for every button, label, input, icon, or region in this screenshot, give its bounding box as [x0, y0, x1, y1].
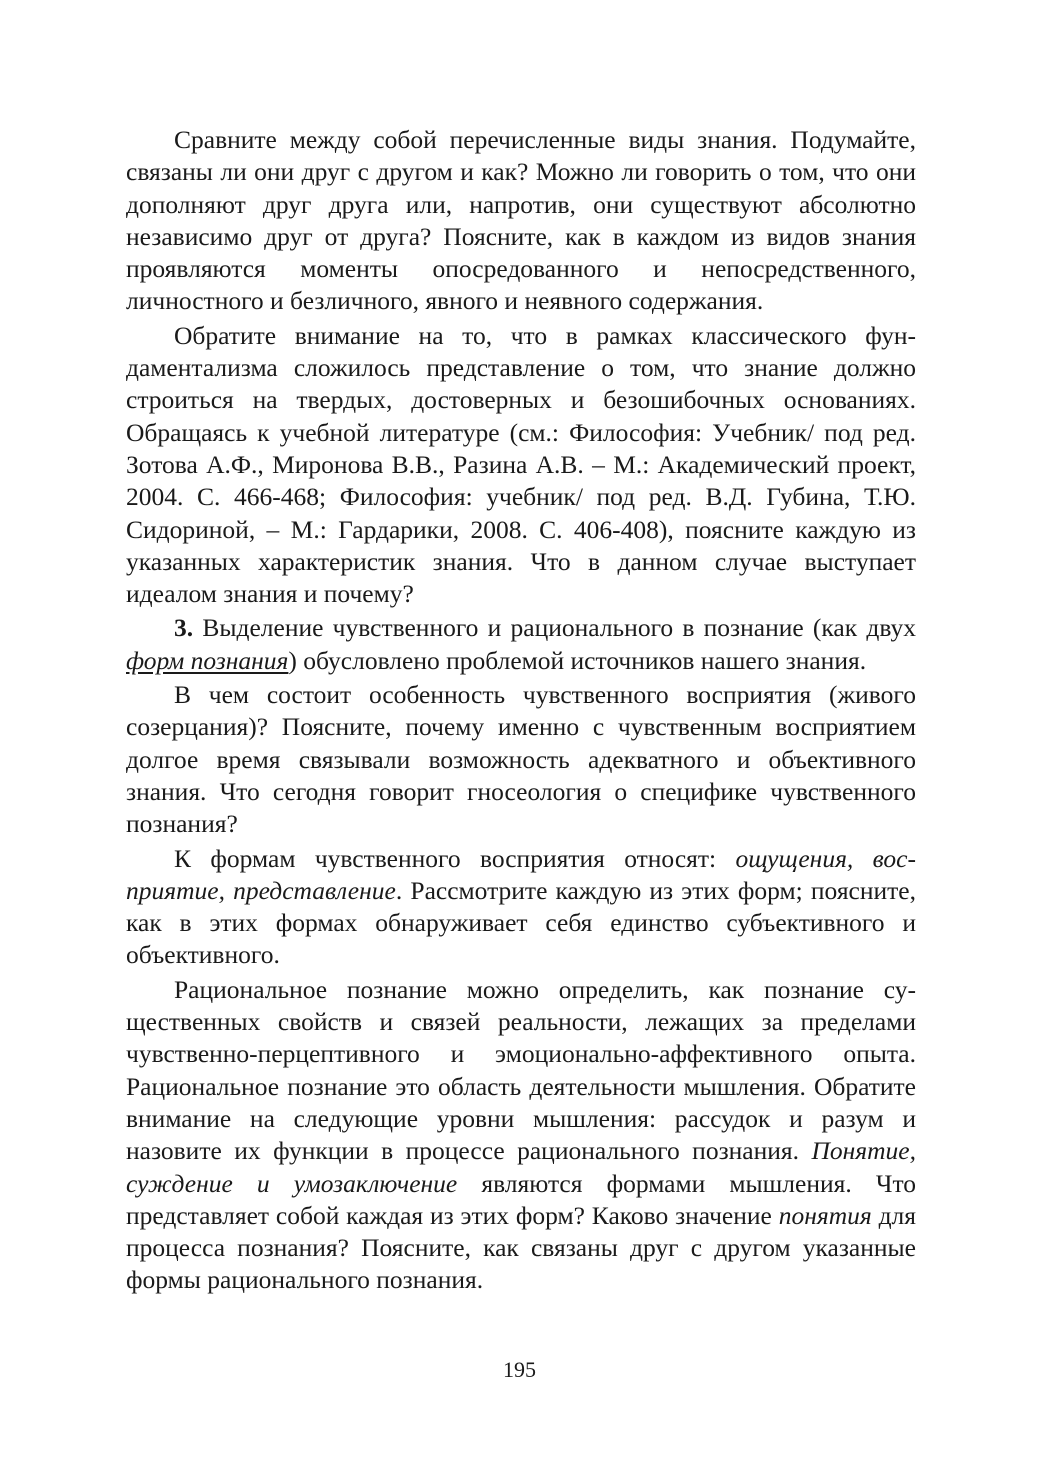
- emphasized-term: ощущения, восприятие, представление: [126, 843, 916, 905]
- paragraph-text: для процесса познания? Поясните, как связаны друг с другом указанные формы рационального познания.: [126, 1200, 917, 1295]
- paragraph-compare-knowledge: [126, 124, 916, 318]
- paragraph-rational-cognition: [126, 974, 916, 1297]
- emphasized-term: понятия: [778, 1200, 872, 1230]
- paragraph-forms-of-cognition: [126, 612, 916, 677]
- emphasized-term: Понятие, суждение и умозаключение: [126, 1136, 916, 1198]
- paragraph-forms-of-sensation: [126, 843, 916, 972]
- paragraph-text: Сравните между собой перечисленные виды знания. Подумайте, связаны ли они друг с другом и как? Можно ли говорить о том, что они дополняют друг друга или, напротив, они существуют абсолютно независимо друг от друга? Поясните, как в каждом из видов знания проявляются моменты опосредованного и непосредственного, личностного и безличного, явного и неявного содержания.: [126, 125, 916, 316]
- paragraph-text: В чем состоит особенность чувственного восприятия (живого созерцания)? Поясните, почему именно с чувственным восприятием долгое время связывали возможность адекватного и объективного знания. Что сегодня говорит гносеология о специфике чувственного познания?: [126, 680, 916, 839]
- paragraph-text: К формам чувственного восприятия относят:: [174, 843, 736, 873]
- paragraph-fundamentalism: [126, 320, 916, 611]
- page-number: 195: [503, 1357, 536, 1382]
- emphasized-term: форм познания: [126, 645, 289, 675]
- paragraph-text: Выделение чувственного и рационального в познание (как двух: [193, 613, 916, 643]
- item-number: 3.: [174, 613, 194, 643]
- paragraph-text: Рациональное познание можно определить, как познание существенных свойств и связей реальности, лежащих за пределами чувственно-перцептивного и эмоционально-аффективного опыта. Рациональное познание это область деятельности мышления. Обратите внимание на следующие уровни мышления: рассудок и разум и назовите их функции в процессе рационального познания.: [126, 974, 916, 1166]
- paragraph-text: являются формами мышления. Что представляет собой каждая из этих форм? Каково значение: [126, 1168, 916, 1230]
- page-body: [126, 124, 916, 1297]
- paragraph-text: . Рассмотрите каждую из этих форм; поясните, как в этих формах обнаруживает себя единство субъективного и объективного.: [126, 875, 916, 970]
- paragraph-text: Обратите внимание на то, что в рамках классического фундаментализма сложилось представление о том, что знание должно строиться на твердых, достоверных и безошибочных основаниях. Обращаясь к учебной литературе (см.: Философия: Учебник/ под ред. Зотова А.Ф., Миронова В.В., Разина А.В. – М.: Академический проект, 2004. С. 466-468; Философия: учебник/ под ред. В.Д. Губина, Т.Ю. Сидориной, – М.: Гардарики, 2008. С. 406-408), поясните каждую из указанных характеристик знания. Что в данном случае выступает идеалом знания и почему?: [126, 320, 916, 609]
- paragraph-text: ) обусловлено проблемой источников нашего знания.: [288, 645, 867, 675]
- paragraph-sensory-perception: [126, 679, 916, 840]
